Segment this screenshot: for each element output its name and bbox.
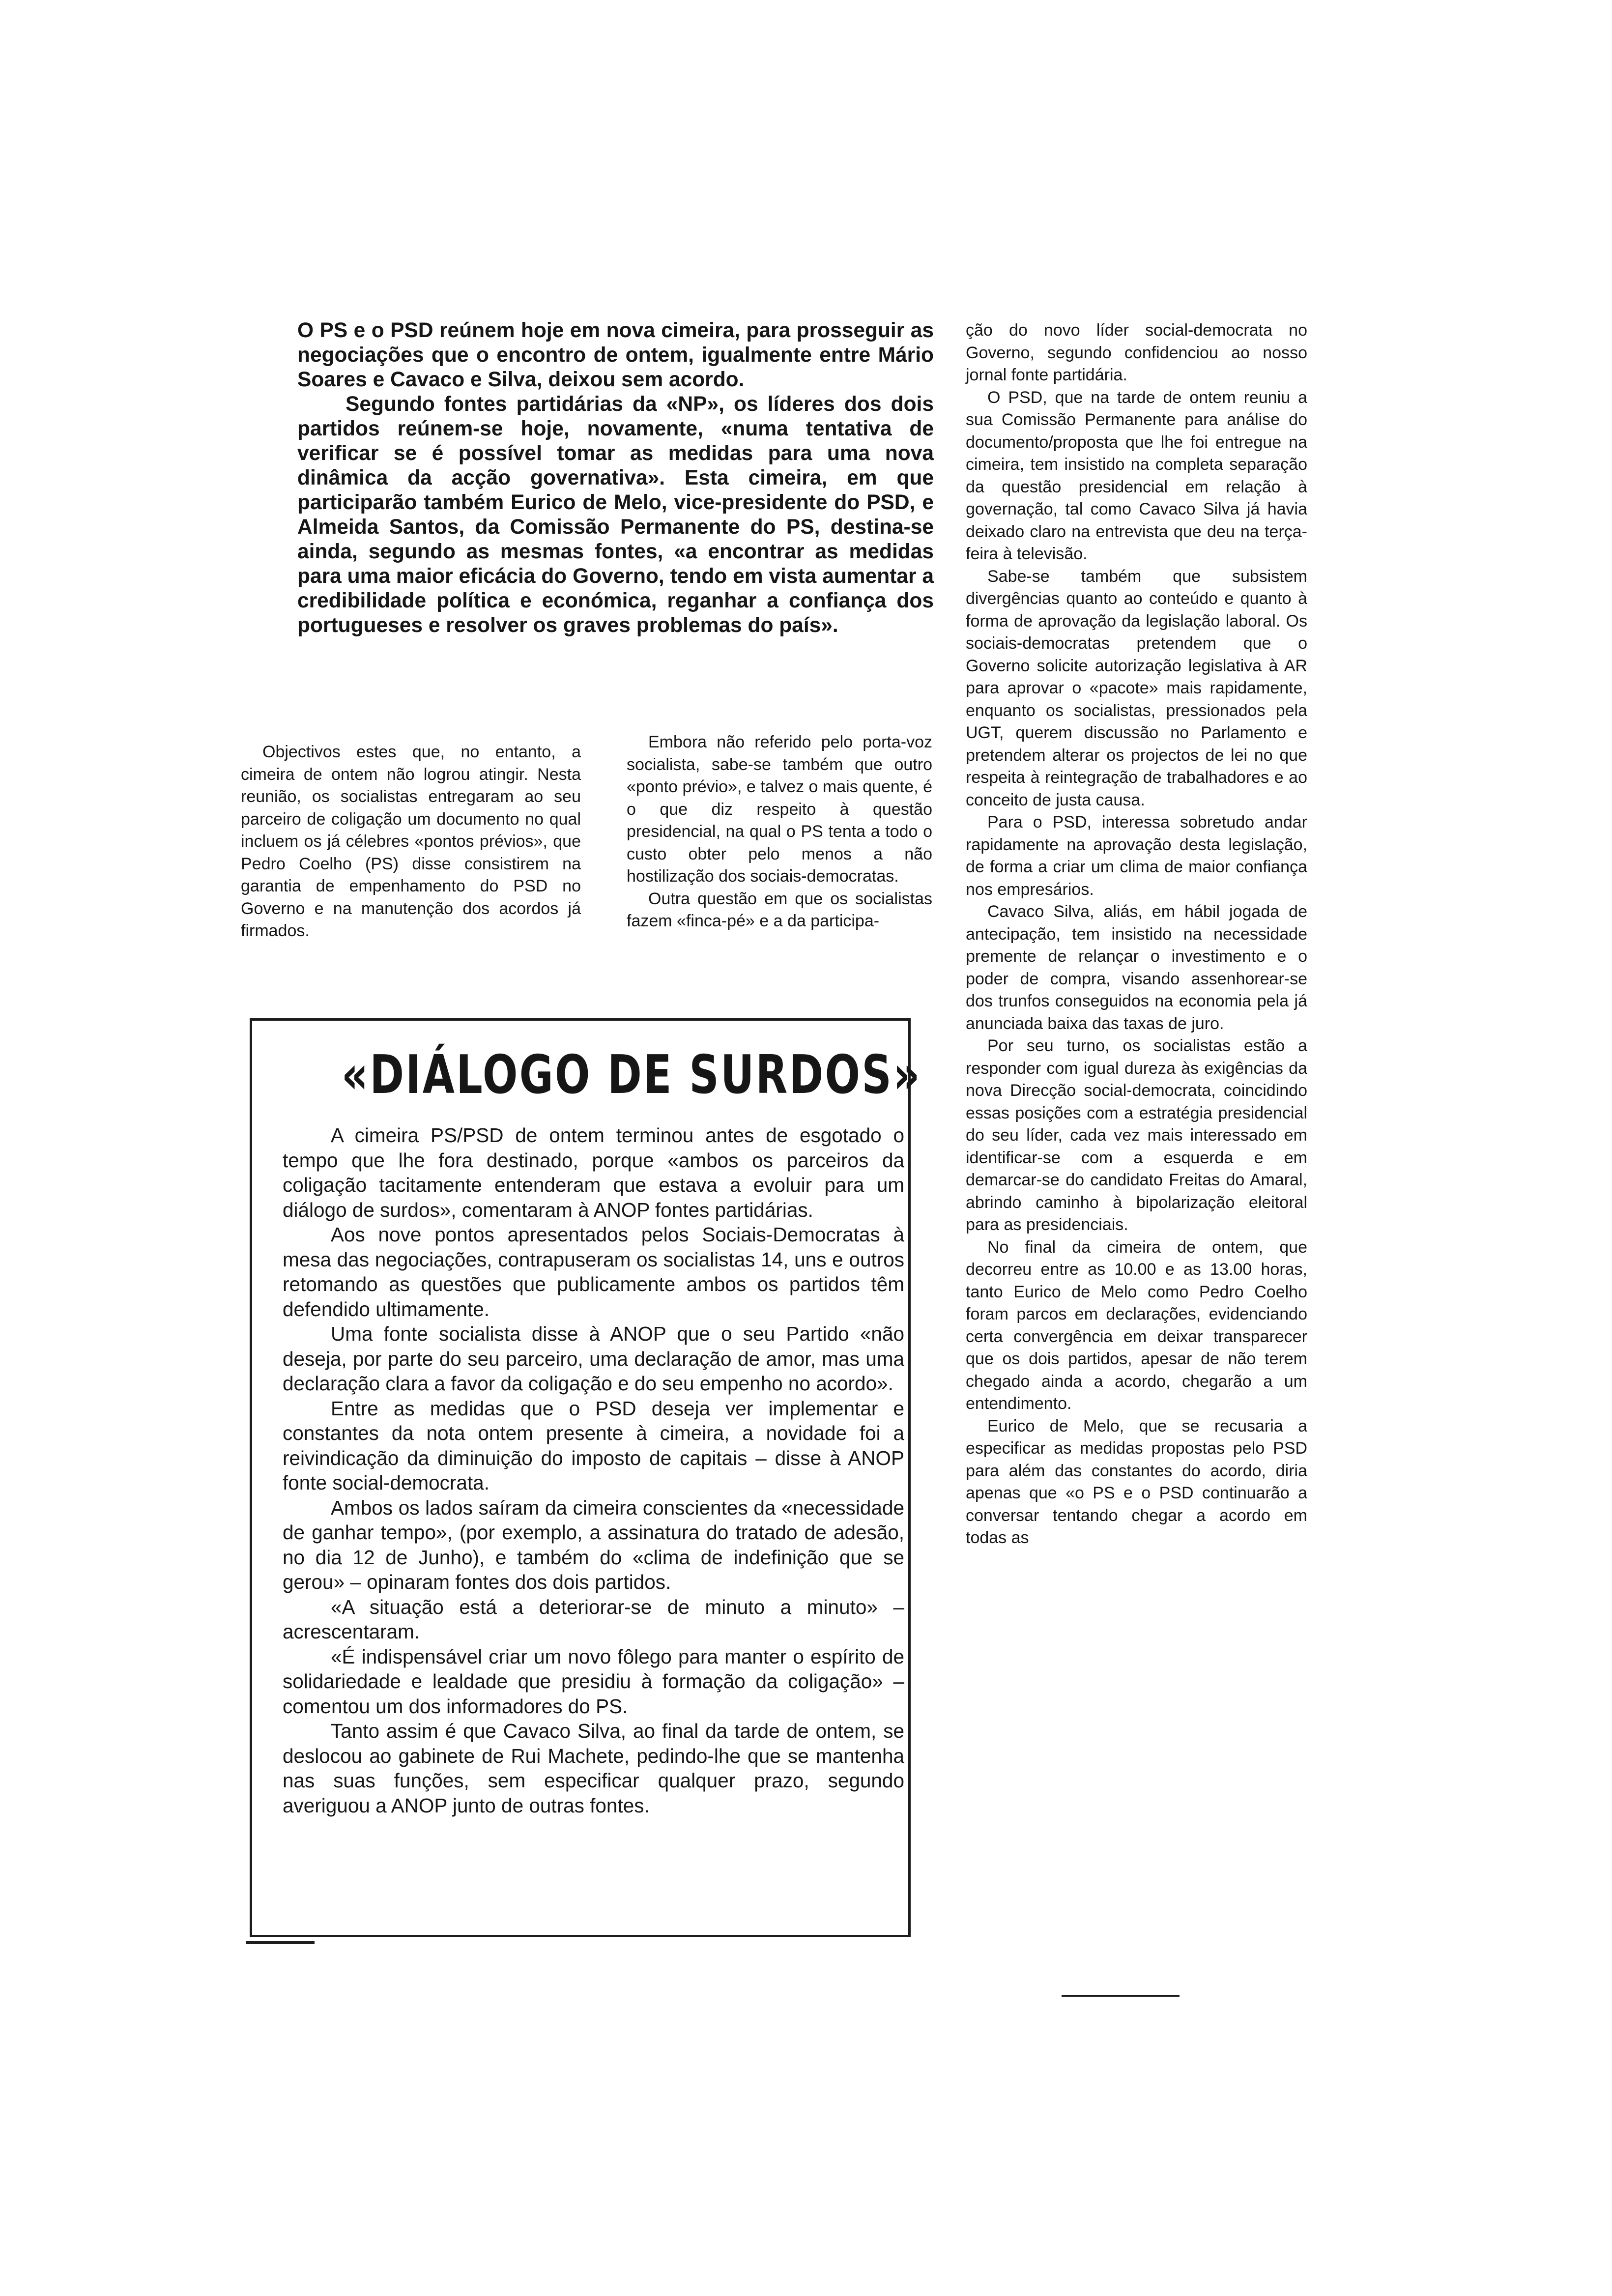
boxed-paragraph-7: «É indispensável criar um novo fôlego para manter o espírito de solidariedade e lealdade que presidiu à formação da coligação» – comentou um dos informadores do PS. (283, 1645, 904, 1718)
boxed-paragraph-3: Uma fonte socialista disse à ANOP que o seu Partido «não deseja, por parte do seu parceiro, uma declaração de amor, mas uma declaração clara a favor da coligação e do seu empenho no acordo». (283, 1322, 904, 1395)
column-right-paragraph-5: Por seu turno, os socialistas estão a responder com igual dureza às exigências da nova Direcção social-democrata, coincidindo essas posições com a estratégia presidencial do seu líder, cada vez mais interessado em identificar-se com a esquerda e em demarcar-se do candidato Freitas do Amaral, abrindo caminho à bipolarização eleitoral para as presidenciais. (966, 1036, 1307, 1234)
column-middle-paragraph-1: Embora não referido pelo porta-voz socialista, sabe-se também que outro «ponto prévio», e talvez o mais quente, é o que diz respeito à questão presidencial, na qual o PS tenta a todo o custo obter pelo menos a não hostilização dos sociais-democratas. (627, 733, 932, 886)
column-middle (627, 731, 932, 933)
column-right-paragraph-3: Para o PSD, interessa sobretudo andar rapidamente na aprovação desta legislação, de forma a criar um clima de maior confiança nos empresários. (966, 813, 1307, 899)
column-left-paragraph-1: Objectivos estes que, no entanto, a cimeira de ontem não logrou atingir. Nesta reunião, os socialistas entregaram ao seu parceiro de coligação um documento no qual incluem os já célebres «pontos prévios», que Pedro Coelho (PS) disse consistirem na garantia de empenhamento do PSD no Governo e na manutenção dos acordos já firmados. (241, 743, 581, 940)
column-right-paragraph-6: No final da cimeira de ontem, que decorreu entre as 10.00 e as 13.00 horas, tanto Eurico de Melo como Pedro Coelho foram parcos em declarações, evidenciando certa convergência em deixar transparecer que os dois partidos, apesar de não terem chegado ainda a acordo, chegarão a um entendimento. (966, 1237, 1307, 1413)
boxed-paragraph-8: Tanto assim é que Cavaco Silva, ao final da tarde de ontem, se deslocou ao gabinete de Rui Machete, pedindo-lhe que se mantenha nas suas funções, sem especificar qualquer prazo, segundo averiguou a ANOP junto de outras fontes. (283, 1720, 904, 1817)
column-right-paragraph-0: ção do novo líder social-democrata no Governo, segundo confidenciou ao nosso jornal fonte partidária. (966, 321, 1307, 384)
bottom-right-rule (1062, 1995, 1180, 1997)
boxed-paragraph-6: «A situação está a deteriorar-se de minuto a minuto» – acrescentaram. (283, 1595, 904, 1643)
boxed-sidebar-body (283, 1123, 904, 1818)
bottom-left-rule (246, 1941, 315, 1944)
column-left (241, 741, 581, 943)
boxed-paragraph-4: Entre as medidas que o PSD deseja ver implementar e constantes da nota ontem presente à cimeira, a novidade foi a reivindicação da diminuição do imposto de capitais – disse à ANOP fonte social-democrata. (283, 1397, 904, 1494)
boxed-sidebar-title: «DIÁLOGO DE SURDOS» (341, 1044, 921, 1106)
column-right (966, 319, 1307, 1550)
column-right-paragraph-2: Sabe-se também que subsistem divergências quanto ao conteúdo e quanto à forma de aprovação da legislação laboral. Os sociais-democratas pretendem que o Governo solicite autorização legislativa à AR para aprovar o «pacote» mais rapidamente, enquanto os socialistas, pressionados pela UGT, querem discussão no Parlamento e pretendem alterar os projectos de lei no que respeita à reintegração de trabalhadores e ao conceito de justa causa. (966, 567, 1307, 809)
lead-paragraph-2: Segundo fontes partidárias da «NP», os líderes dos dois partidos reúnem-se hoje, novamente, «numa tentativa de verificar se é possível tomar as medidas para uma nova dinâmica da acção governativa». Esta cimeira, em que participarão também Eurico de Melo, vice-presidente do PSD, e Almeida Santos, da Comissão Permanente do PS, destina-se ainda, segundo as mesmas fontes, «a encontrar as medidas para uma maior eficácia do Governo, tendo em vista aumentar a credibilidade política e económica, reganhar a confiança dos portugueses e resolver os graves problemas do país». (297, 393, 934, 637)
column-right-paragraph-7: Eurico de Melo, que se recusaria a especificar as medidas propostas pelo PSD para além das constantes do acordo, diria apenas que «o PS e o PSD continuarão a conversar tentando chegar a acordo em todas as (966, 1416, 1307, 1547)
boxed-paragraph-2: Aos nove pontos apresentados pelos Sociais-Democratas à mesa das negociações, contrapuseram os socialistas 14, uns e outros retomando as questões que publicamente ambos os partidos têm defendido ultimamente. (283, 1223, 904, 1320)
lead-paragraphs (297, 318, 934, 638)
boxed-paragraph-5: Ambos os lados saíram da cimeira conscientes da «necessidade de ganhar tempo», (por exemplo, a assinatura do tratado de adesão, no dia 12 de Junho), e também do «clima de indefinição que se gerou» – opinaram fontes dos dois partidos. (283, 1496, 904, 1593)
lead-paragraph-1: O PS e o PSD reúnem hoje em nova cimeira, para prosseguir as negociações que o encontro de ontem, igualmente entre Mário Soares e Cavaco e Silva, deixou sem acordo. (297, 319, 934, 391)
boxed-paragraph-1: A cimeira PS/PSD de ontem terminou antes de esgotado o tempo que lhe fora destinado, porque «ambos os parceiros da coligação tacitamente entenderam que estava a evoluir para um diálogo de surdos», comentaram à ANOP fontes partidárias. (283, 1124, 904, 1221)
column-right-paragraph-1: O PSD, que na tarde de ontem reuniu a sua Comissão Permanente para análise do documento/proposta que lhe foi entregue na cimeira, tem insistido na completa separação da questão presidencial em relação à governação, tal como Cavaco Silva já havia deixado claro na entrevista que deu na terça-feira à televisão. (966, 388, 1307, 563)
column-middle-paragraph-2: Outra questão em que os socialistas fazem «finca-pé» e a da participa- (627, 889, 932, 930)
column-right-paragraph-4: Cavaco Silva, aliás, em hábil jogada de antecipação, tem insistido na necessidade premente de relançar o investimento e o poder de compra, visando assenhorear-se dos trunfos conseguidos na economia pela já anunciada baixa das taxas de juro. (966, 902, 1307, 1033)
